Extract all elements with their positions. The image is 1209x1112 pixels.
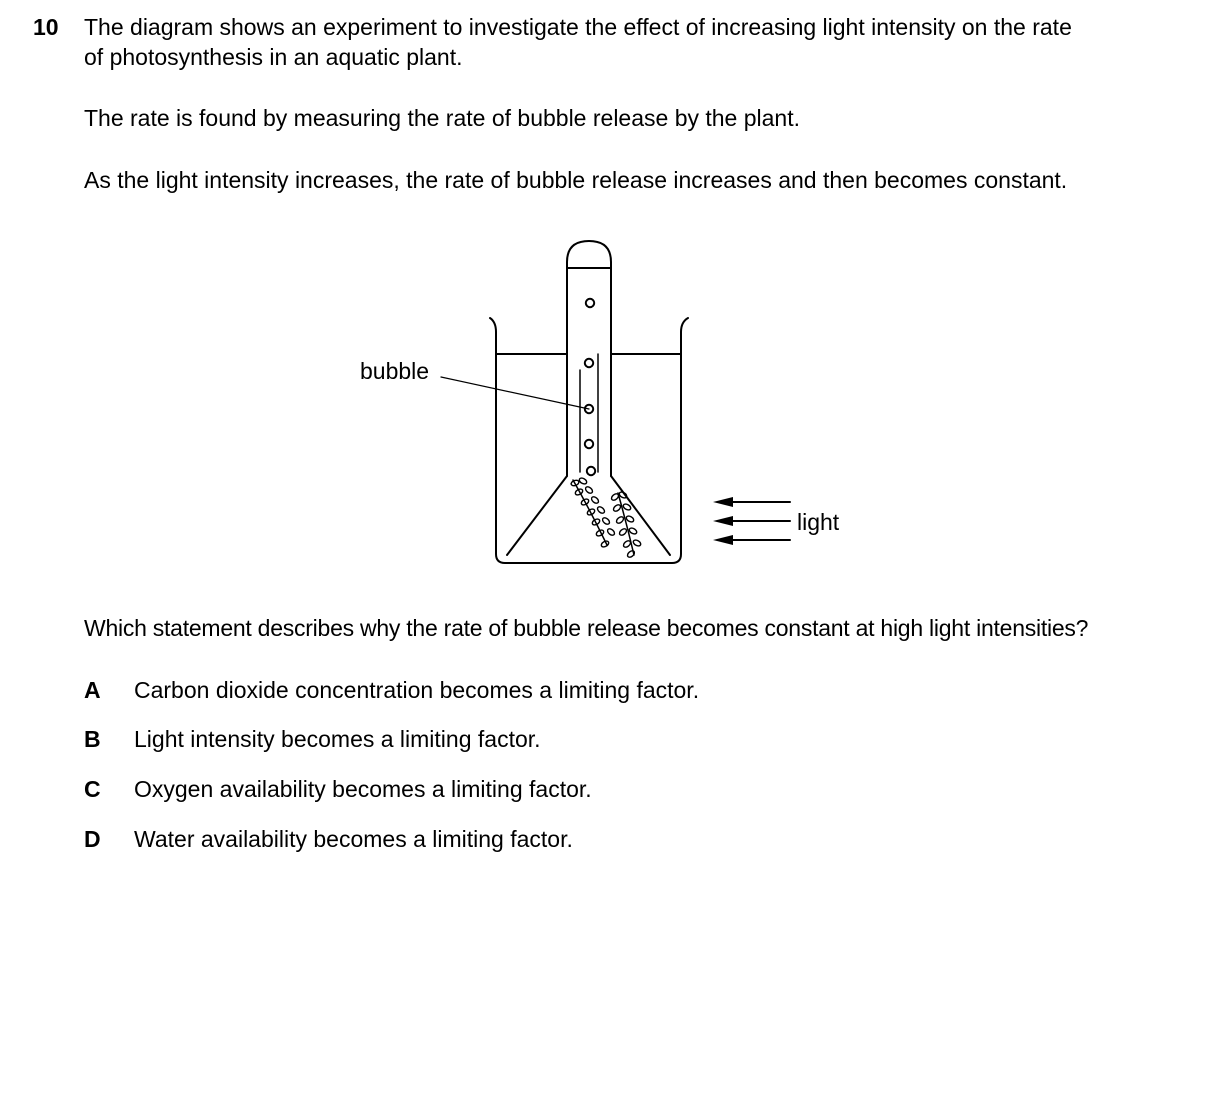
experiment-diagram: [340, 225, 880, 575]
option-a-letter: A: [84, 677, 101, 703]
light-label: light: [797, 509, 840, 535]
option-b[interactable]: [84, 724, 541, 754]
light-arrows: [731, 502, 790, 540]
option-d-text: Water availability becomes a limiting factor.: [134, 826, 573, 852]
experiment-diagram-svg: [340, 225, 880, 575]
option-c-text: Oxygen availability becomes a limiting factor.: [134, 776, 592, 802]
plant-leaves: [570, 477, 641, 559]
question-intro-line-2: of photosynthesis in an aquatic plant.: [84, 44, 463, 70]
option-b-text: Light intensity becomes a limiting factor.: [134, 726, 541, 752]
bubble-4: [585, 440, 593, 448]
option-a[interactable]: [84, 675, 699, 705]
question-prompt: Which statement describes why the rate of bubble release becomes constant at high light intensities?: [84, 615, 1089, 641]
bubble-label: bubble: [360, 358, 430, 384]
bubble-1: [586, 299, 594, 307]
option-a-text: Carbon dioxide concentration becomes a limiting factor.: [134, 677, 700, 703]
bubble-5: [587, 467, 595, 475]
option-b-letter: B: [84, 726, 101, 752]
option-c-letter: C: [84, 776, 101, 802]
bubble-2: [585, 359, 593, 367]
light-arrowheads: [713, 497, 733, 545]
rate-statement: The rate is found by measuring the rate of bubble release by the plant.: [84, 105, 800, 131]
option-c[interactable]: [84, 774, 592, 804]
question-number: 10: [33, 14, 59, 40]
option-d[interactable]: [84, 824, 573, 854]
question-intro-line-1: The diagram shows an experiment to investigate the effect of increasing light intensity on the rate: [84, 14, 1072, 40]
observation-statement: As the light intensity increases, the rate of bubble release increases and then becomes constant.: [84, 167, 1068, 193]
option-d-letter: D: [84, 826, 101, 852]
